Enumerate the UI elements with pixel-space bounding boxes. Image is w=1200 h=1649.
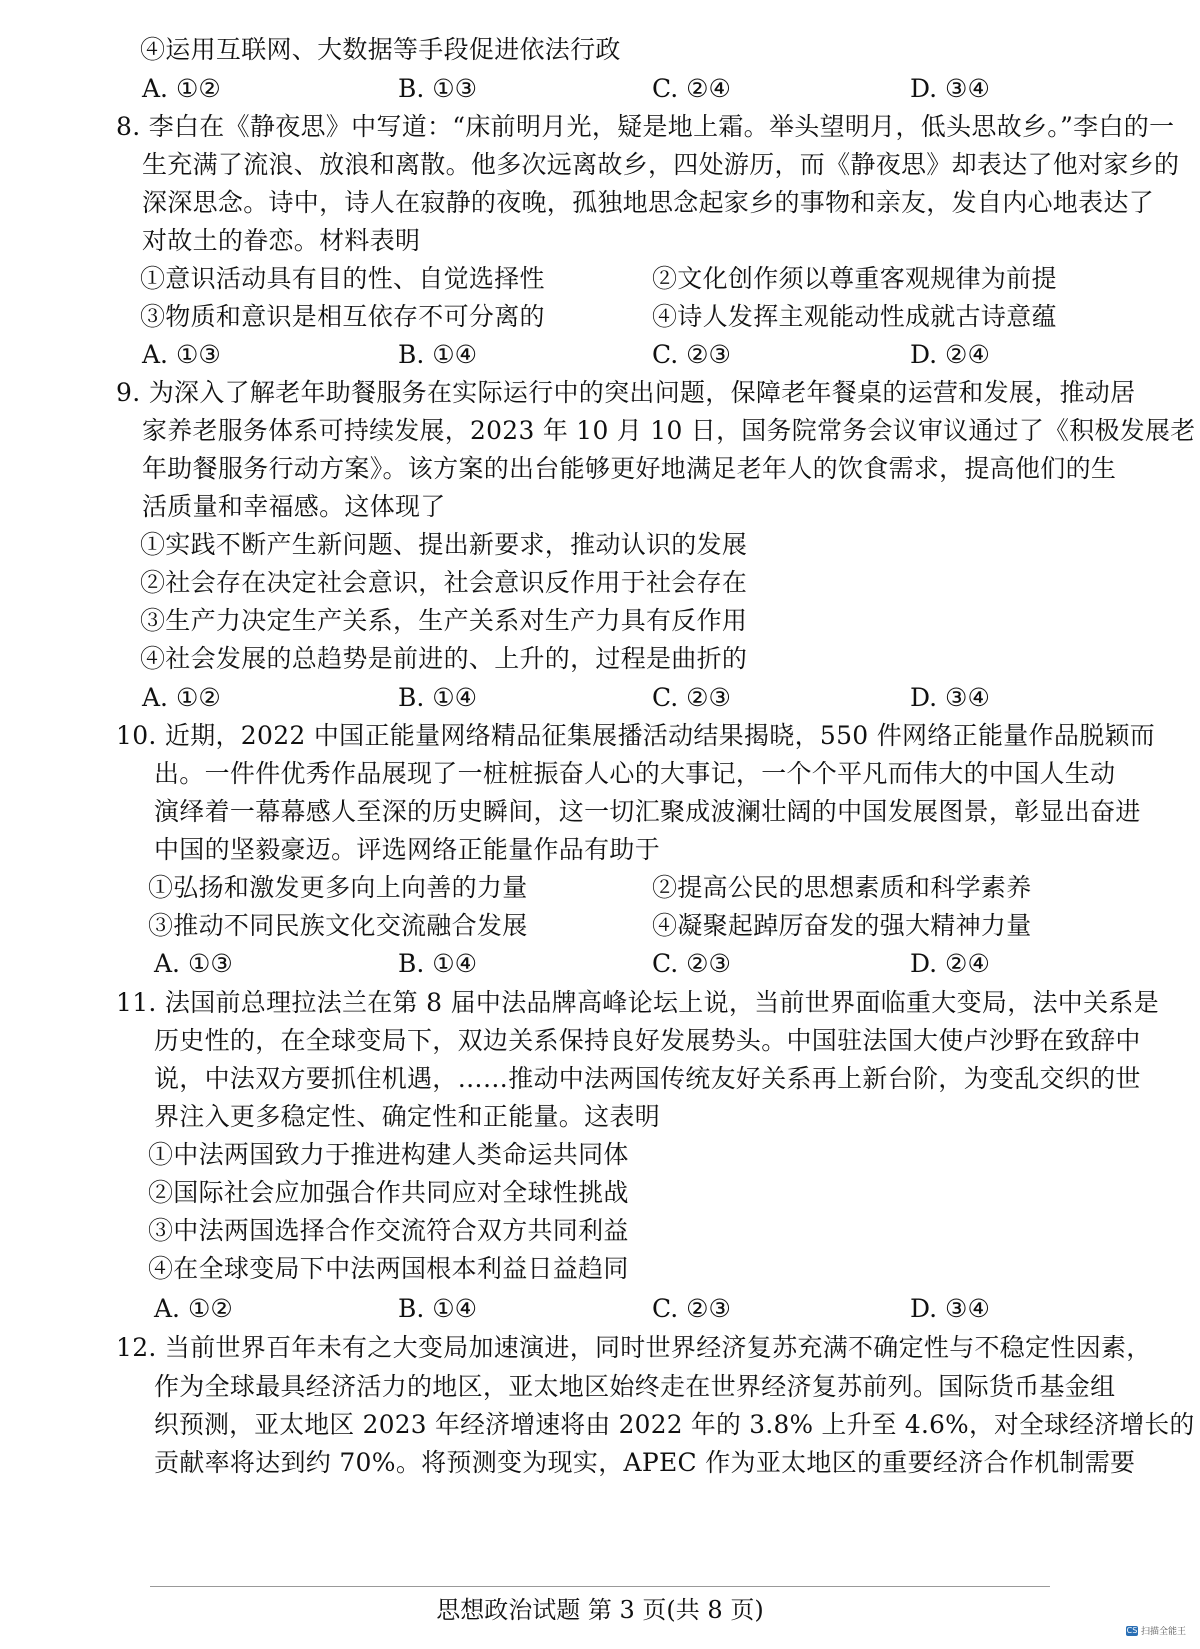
q9-item-4: ④社会发展的总趋势是前进的、上升的，过程是曲折的: [140, 644, 748, 673]
q11-item-4: ④在全球变局下中法两国根本利益日益趋同: [148, 1254, 629, 1283]
q9-stem-line: 9. 为深入了解老年助餐服务在实际运行中的突出问题，保障老年餐桌的运营和发展，推动居: [116, 378, 1136, 407]
q10-option-d: D. ②④: [910, 949, 990, 978]
q11-option-a: A. ①②: [154, 1294, 233, 1323]
q9-stem-line: 家养老服务体系可持续发展，2023 年 10 月 10 日，国务院常务会议审议通过了《积极发展老: [142, 416, 1196, 445]
q9-option-c: C. ②③: [652, 683, 731, 712]
q9-item-3: ③生产力决定生产关系，生产关系对生产力具有反作用: [140, 606, 748, 635]
q9-item-2: ②社会存在决定社会意识，社会意识反作用于社会存在: [140, 568, 748, 597]
q8-item-4: ④诗人发挥主观能动性成就古诗意蕴: [652, 302, 1057, 331]
footer-divider: [150, 1586, 1050, 1587]
page-footer: 思想政治试题 第 3 页(共 8 页): [436, 1596, 764, 1624]
q10-stem-line: 演绎着一幕幕感人至深的历史瞬间，这一切汇聚成波澜壮阔的中国发展图景，彰显出奋进: [154, 797, 1141, 826]
q8-option-d: D. ②④: [910, 340, 990, 369]
q8-item-2: ②文化创作须以尊重客观规律为前提: [652, 264, 1057, 293]
q10-option-c: C. ②③: [652, 949, 731, 978]
q8-item-3: ③物质和意识是相互依存不可分离的: [140, 302, 545, 331]
q9-stem-line: 年助餐服务行动方案》。该方案的出台能够更好地满足老年人的饮食需求，提高他们的生: [142, 454, 1117, 483]
q8-stem-line: 对故土的眷恋。材料表明: [142, 226, 421, 255]
q8-stem-line: 深深思念。诗中，诗人在寂静的夜晚，孤独地思念起家乡的事物和亲友，发自内心地表达了: [142, 188, 1155, 217]
q9-item-1: ①实践不断产生新问题、提出新要求，推动认识的发展: [140, 530, 748, 559]
q8-option-a: A. ①③: [142, 340, 221, 369]
scanner-watermark: [1126, 1624, 1186, 1637]
q10-item-1: ①弘扬和激发更多向上向善的力量: [148, 873, 528, 902]
q10-stem-line: 10. 近期，2022 中国正能量网络精品征集展播活动结果揭晓，550 件网络正能量作品脱颖而: [116, 721, 1156, 750]
scanner-logo-icon: CS: [1126, 1625, 1138, 1635]
q7-item-4: ④运用互联网、大数据等手段促进依法行政: [140, 35, 621, 64]
q7-option-b: B. ①③: [398, 74, 478, 103]
q11-option-c: C. ②③: [652, 1294, 731, 1323]
q12-stem-line: 织预测，亚太地区 2023 年经济增速将由 2022 年的 3.8% 上升至 4.6%，对全球经济增长的: [154, 1410, 1195, 1439]
q10-item-2: ②提高公民的思想素质和科学素养: [652, 873, 1032, 902]
q9-stem-line: 活质量和幸福感。这体现了: [142, 492, 446, 521]
q12-stem-line: 12. 当前世界百年未有之大变局加速演进，同时世界经济复苏充满不确定性与不稳定性因素，: [116, 1333, 1152, 1362]
q7-option-a: A. ①②: [142, 74, 221, 103]
q11-item-3: ③中法两国选择合作交流符合双方共同利益: [148, 1216, 629, 1245]
scanner-watermark-label: 扫描全能王: [1140, 1627, 1186, 1637]
q11-stem-line: 历史性的，在全球变局下，双边关系保持良好发展势头。中国驻法国大使卢沙野在致辞中: [154, 1026, 1141, 1055]
q12-stem-line: 贡献率将达到约 70%。将预测变为现实，APEC 作为亚太地区的重要经济合作机制需要: [154, 1448, 1136, 1477]
q8-stem-line: 8. 李白在《静夜思》中写道：“床前明月光，疑是地上霜。举头望明月，低头思故乡。”李白的一: [116, 112, 1175, 141]
q10-option-b: B. ①④: [398, 949, 478, 978]
q11-stem-line: 界注入更多稳定性、确定性和正能量。这表明: [154, 1102, 661, 1131]
q10-option-a: A. ①③: [154, 949, 233, 978]
q7-option-d: D. ③④: [910, 74, 990, 103]
q9-option-b: B. ①④: [398, 683, 478, 712]
q11-option-d: D. ③④: [910, 1294, 990, 1323]
q8-option-b: B. ①④: [398, 340, 478, 369]
q9-option-a: A. ①②: [142, 683, 221, 712]
q10-item-4: ④凝聚起踔厉奋发的强大精神力量: [652, 911, 1032, 940]
q11-item-2: ②国际社会应加强合作共同应对全球性挑战: [148, 1178, 629, 1207]
q10-stem-line: 中国的坚毅豪迈。评选网络正能量作品有助于: [154, 835, 661, 864]
q11-item-1: ①中法两国致力于推进构建人类命运共同体: [148, 1140, 629, 1169]
q7-option-c: C. ②④: [652, 74, 731, 103]
q11-stem-line: 11. 法国前总理拉法兰在第 8 届中法品牌高峰论坛上说，当前世界面临重大变局，法中关系是: [116, 988, 1160, 1017]
q12-stem-line: 作为全球最具经济活力的地区，亚太地区始终走在世界经济复苏前列。国际货币基金组: [154, 1372, 1116, 1401]
q10-stem-line: 出。一件件优秀作品展现了一桩桩振奋人心的大事记，一个个平凡而伟大的中国人生动: [154, 759, 1116, 788]
q8-option-c: C. ②③: [652, 340, 731, 369]
q11-option-b: B. ①④: [398, 1294, 478, 1323]
q8-stem-line: 生充满了流浪、放浪和离散。他多次远离故乡，四处游历，而《静夜思》却表达了他对家乡的: [142, 150, 1180, 179]
q10-item-3: ③推动不同民族文化交流融合发展: [148, 911, 528, 940]
q9-option-d: D. ③④: [910, 683, 990, 712]
q11-stem-line: 说，中法双方要抓住机遇，……推动中法两国传统友好关系再上新台阶，为变乱交织的世: [154, 1064, 1141, 1093]
q8-item-1: ①意识活动具有目的性、自觉选择性: [140, 264, 545, 293]
